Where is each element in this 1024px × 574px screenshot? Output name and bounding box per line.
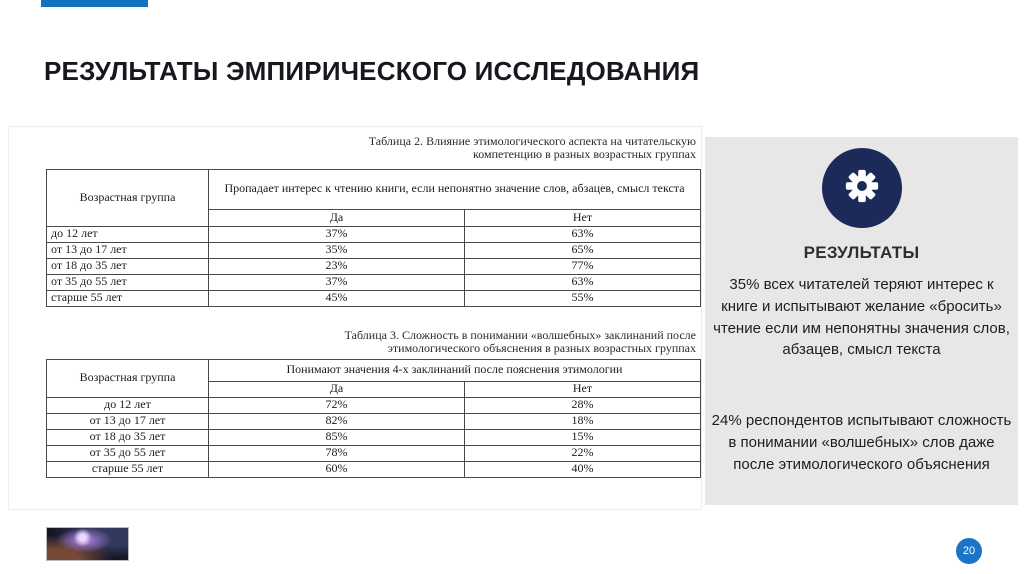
age-group-cell: до 12 лет bbox=[47, 397, 209, 413]
yes-header-cell: Да bbox=[209, 381, 465, 397]
yes-value-cell: 35% bbox=[209, 242, 465, 258]
yes-value-cell: 37% bbox=[209, 226, 465, 242]
no-value-cell: 22% bbox=[465, 445, 701, 461]
table-3-caption: Таблица 3. Сложность в понимании «волшебных» заклинаний после этимологического объяснения в разных возрастных группах bbox=[344, 327, 696, 356]
gear-icon-circle bbox=[822, 148, 902, 228]
table-row bbox=[47, 413, 701, 429]
age-group-header-cell: Возрастная группа bbox=[47, 169, 209, 226]
table-row bbox=[47, 429, 701, 445]
table-row bbox=[47, 359, 701, 381]
yes-value-cell: 72% bbox=[209, 397, 465, 413]
gear-icon bbox=[843, 167, 881, 210]
no-value-cell: 55% bbox=[465, 290, 701, 306]
age-group-header-cell: Возрастная группа bbox=[47, 359, 209, 397]
no-value-cell: 63% bbox=[465, 274, 701, 290]
yes-value-cell: 23% bbox=[209, 258, 465, 274]
age-group-cell: до 12 лет bbox=[47, 226, 209, 242]
table-2-caption: Таблица 2. Влияние этимологического аспекта на читательскую компетенцию в разных возрастных группах bbox=[368, 134, 696, 162]
yes-value-cell: 45% bbox=[209, 290, 465, 306]
top-accent-bar bbox=[41, 0, 148, 7]
no-value-cell: 15% bbox=[465, 429, 701, 445]
table-row bbox=[47, 445, 701, 461]
age-group-cell: от 18 до 35 лет bbox=[47, 429, 209, 445]
page-title: РЕЗУЛЬТАТЫ ЭМПИРИЧЕСКОГО ИССЛЕДОВАНИЯ bbox=[44, 56, 700, 86]
results-panel bbox=[705, 137, 1018, 505]
age-group-cell: от 35 до 55 лет bbox=[47, 445, 209, 461]
table-3 bbox=[46, 359, 701, 478]
no-value-cell: 63% bbox=[465, 226, 701, 242]
yes-value-cell: 78% bbox=[209, 445, 465, 461]
age-group-cell: старше 55 лет bbox=[47, 461, 209, 477]
no-value-cell: 65% bbox=[465, 242, 701, 258]
table-2 bbox=[46, 169, 701, 307]
age-group-cell: от 13 до 17 лет bbox=[47, 242, 209, 258]
table-row bbox=[47, 290, 701, 306]
table-row bbox=[47, 169, 701, 209]
span-header-cell: Пропадает интерес к чтению книги, если непонятно значение слов, абзацев, смысл текста bbox=[209, 169, 701, 209]
table-row bbox=[47, 461, 701, 477]
wand-photo-thumbnail bbox=[46, 527, 129, 561]
age-group-cell: от 18 до 35 лет bbox=[47, 258, 209, 274]
results-heading: РЕЗУЛЬТАТЫ bbox=[803, 243, 920, 262]
table-row bbox=[47, 397, 701, 413]
yes-value-cell: 60% bbox=[209, 461, 465, 477]
tables-panel bbox=[8, 126, 702, 510]
table-row bbox=[47, 274, 701, 290]
yes-value-cell: 37% bbox=[209, 274, 465, 290]
no-header-cell: Нет bbox=[465, 209, 701, 226]
page-number-badge: 20 bbox=[956, 538, 982, 564]
yes-header-cell: Да bbox=[209, 209, 465, 226]
results-paragraph-1: 35% всех читателей теряют интерес к книге и испытывают желание «бросить» чтение если им непонятны значения слов, абзацев, смысл текста bbox=[713, 276, 1010, 359]
no-value-cell: 18% bbox=[465, 413, 701, 429]
table-row bbox=[47, 242, 701, 258]
no-value-cell: 28% bbox=[465, 397, 701, 413]
yes-value-cell: 82% bbox=[209, 413, 465, 429]
age-group-cell: от 13 до 17 лет bbox=[47, 413, 209, 429]
no-value-cell: 77% bbox=[465, 258, 701, 274]
age-group-cell: старше 55 лет bbox=[47, 290, 209, 306]
span-header-cell: Понимают значения 4-х заклинаний после пояснения этимологии bbox=[209, 359, 701, 381]
table-row bbox=[47, 226, 701, 242]
results-paragraph-2: 24% респондентов испытывают сложность в понимании «волшебных» слов даже после этимологического объяснения bbox=[711, 412, 1012, 473]
no-header-cell: Нет bbox=[465, 381, 701, 397]
table-row bbox=[47, 258, 701, 274]
no-value-cell: 40% bbox=[465, 461, 701, 477]
age-group-cell: от 35 до 55 лет bbox=[47, 274, 209, 290]
yes-value-cell: 85% bbox=[209, 429, 465, 445]
